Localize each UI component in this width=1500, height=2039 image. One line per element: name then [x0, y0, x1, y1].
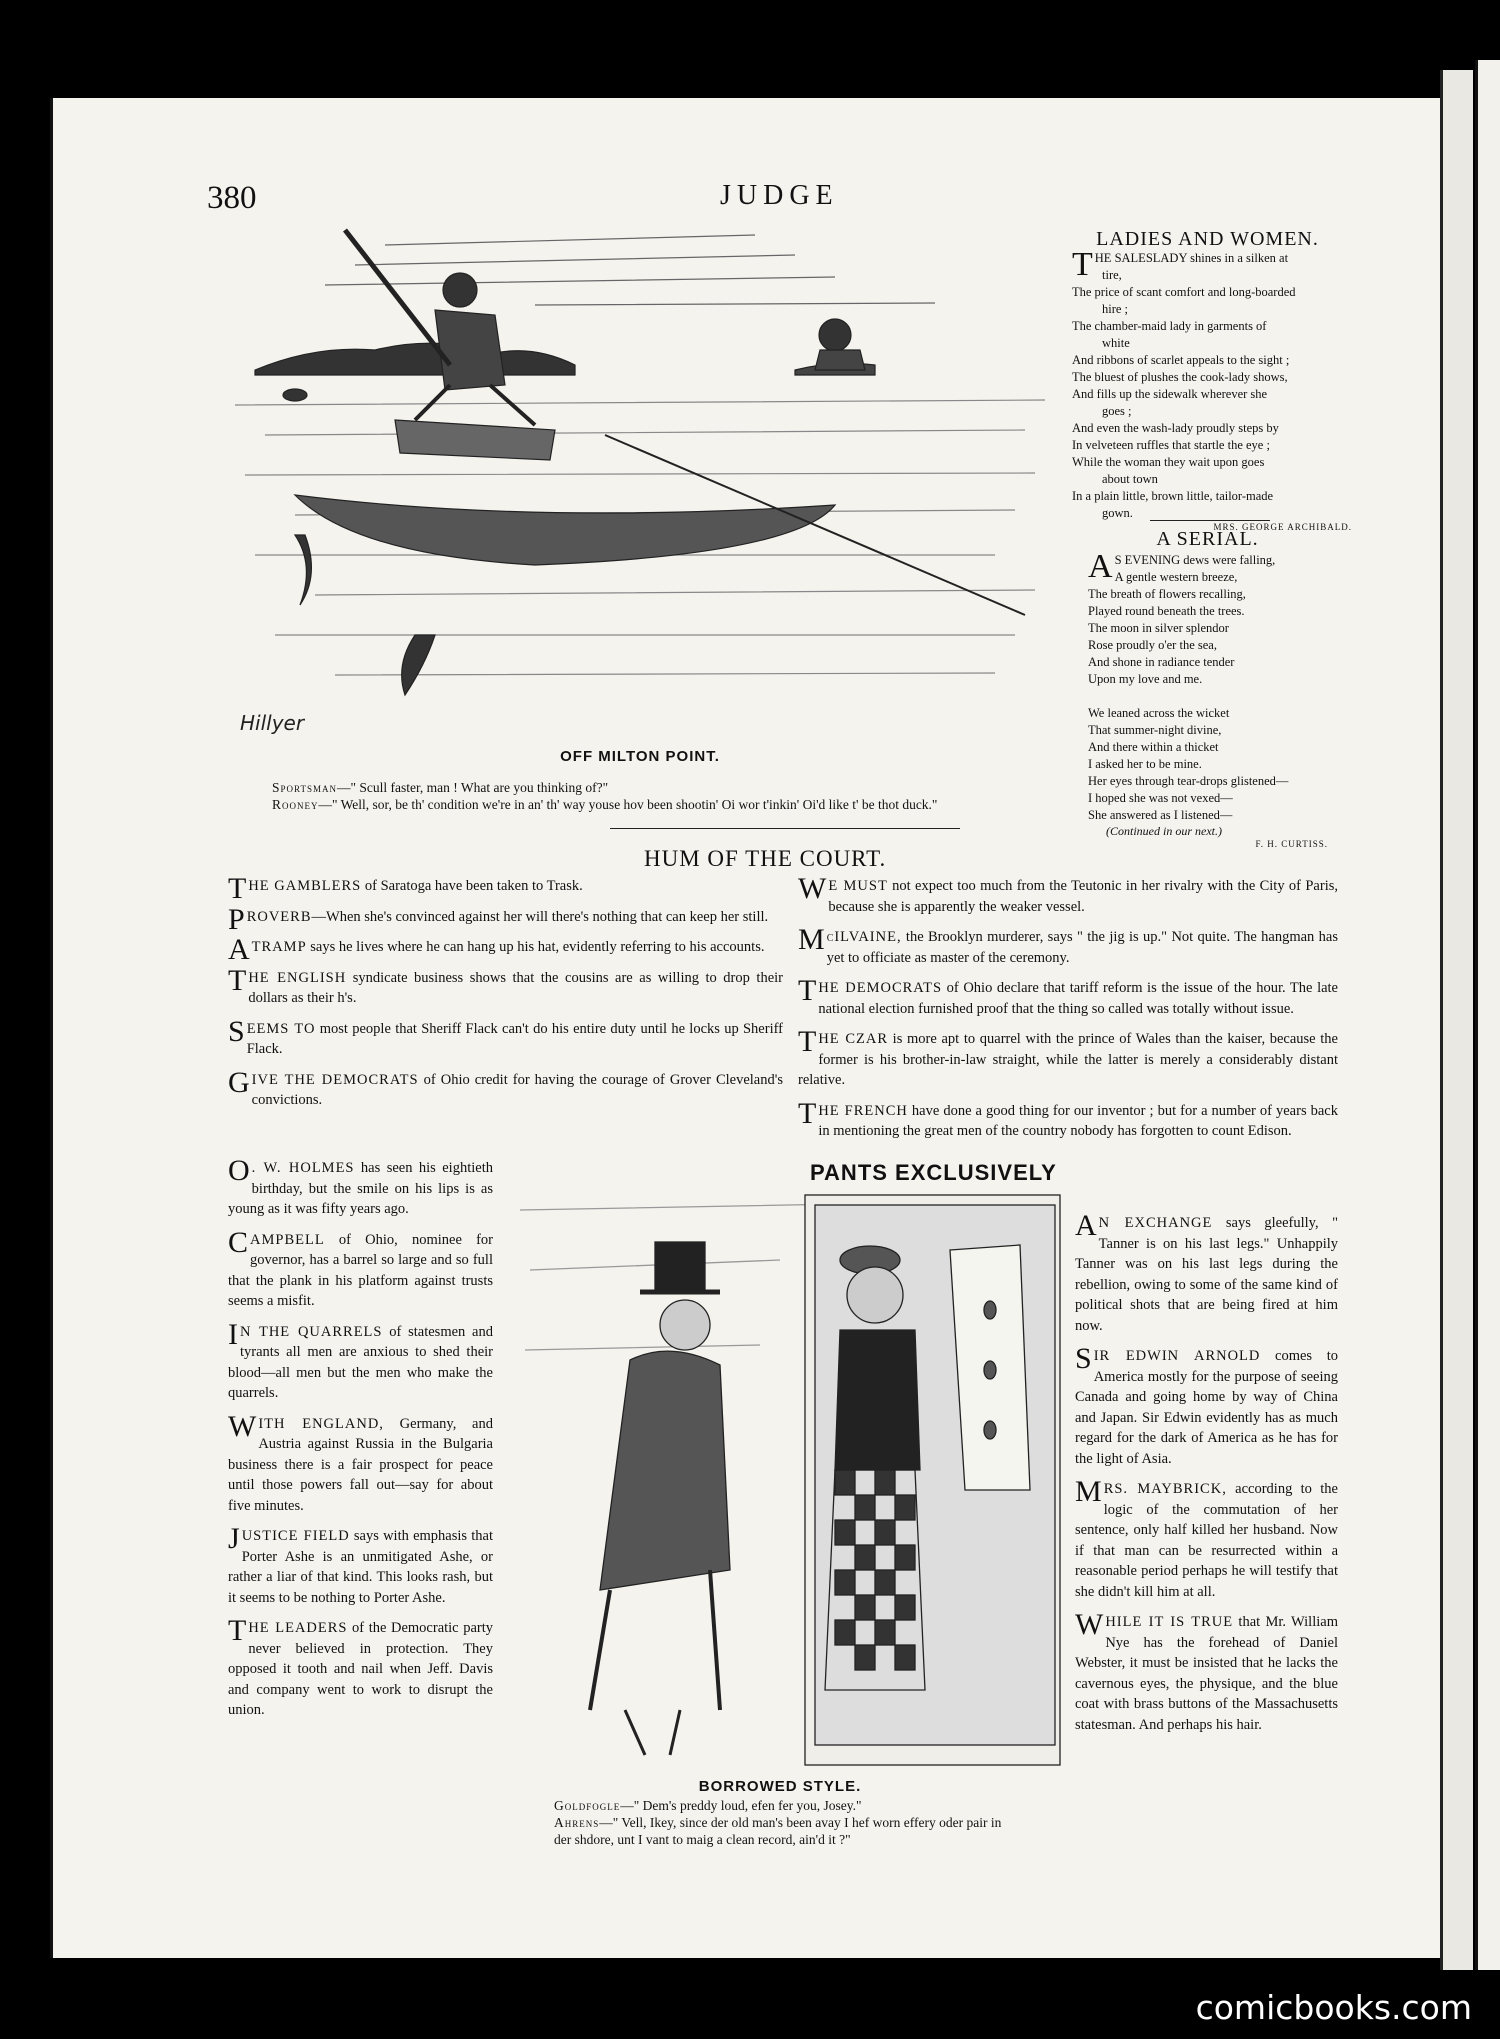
divider-rule: [610, 828, 960, 829]
poem-line: S EVENING dews were falling,: [1114, 553, 1276, 567]
poem-line: The price of scant comfort and long-boarded: [1072, 285, 1296, 299]
paragraph: [798, 974, 1338, 1019]
top-cartoon-illustration: [235, 225, 1050, 745]
paragraph-text: of the Democratic party never believed in protection. They opposed it tooth and nail when Jeff. Davis and company went to work to disrupt the union.: [228, 1620, 493, 1718]
paragraph-dropcap: T: [228, 872, 247, 905]
top-cartoon-title: OFF MILTON POINT.: [560, 748, 720, 765]
poem-line: We leaned across the wicket: [1088, 706, 1230, 720]
paragraph-dropcap: T: [798, 974, 817, 1007]
paragraph-keyword: ITH ENGLAND,: [258, 1415, 384, 1432]
poem-line: Her eyes through tear-drops glistened—: [1088, 774, 1289, 788]
poem-line: white: [1102, 336, 1130, 350]
page-edge-right: [1475, 60, 1500, 1970]
paragraph-text: of Ohio, nominee for governor, has a barrel so large and so full that the plank in his platform against trusts seems a misfit.: [228, 1231, 493, 1309]
paragraph: [228, 1409, 493, 1517]
paragraph-text: according to the logic of the commutation of her sentence, only half killed her husband. Now if that man can be resurrected within a reasonable period perhaps he will testify that she didn't kill him at all.: [1075, 1481, 1338, 1600]
paragraph-text: says with emphasis that Porter Ashe is an unmitigated Ashe, or rather a liar of that kind. This looks rash, but it seems to be nothing to Porter Ashe.: [228, 1528, 493, 1606]
paragraph-text: of Ohio credit for having the courage of Grover Cleveland's convictions.: [251, 1071, 783, 1108]
paragraph: [228, 963, 783, 1009]
paragraph-text: not expect too much from the Teutonic in her rivalry with the City of Paris, because she is apparently the weaker vessel.: [828, 878, 1338, 915]
paragraph-text: is more apt to quarrel with the prince of Wales than the kaiser, because the former is his brother-in-law straight, while the latter is merely a considerably distant relative.: [798, 1031, 1338, 1088]
poem-ladies-author: MRS. GEORGE ARCHIBALD.: [1213, 522, 1352, 532]
paragraph-keyword: USTICE FIELD: [241, 1528, 350, 1544]
paragraph-keyword: HE CZAR: [818, 1031, 888, 1047]
poem-line: I asked her to be mine.: [1088, 757, 1202, 771]
poem-title-ladies: LADIES AND WOMEN.: [1096, 228, 1319, 250]
poem-line: [1088, 688, 1328, 705]
poem-line: The moon in silver splendor: [1088, 621, 1229, 635]
page-number: 380: [207, 180, 257, 216]
top-cartoon-caption: [272, 779, 1040, 796]
poem-line: And shone in radiance tender: [1088, 655, 1235, 669]
paragraph: [228, 933, 783, 966]
poem-line: A gentle western breeze,: [1114, 570, 1238, 584]
paragraph-dropcap: A: [228, 933, 250, 966]
section-title: HUM OF THE COURT.: [644, 846, 887, 871]
paragraph-dropcap: J: [228, 1522, 240, 1555]
paragraph-dropcap: C: [228, 1225, 249, 1259]
poem-line: Rose proudly o'er the sea,: [1088, 638, 1217, 652]
poem-line: And ribbons of scarlet appeals to the sight ;: [1072, 353, 1290, 367]
paragraph-keyword: N EXCHANGE: [1098, 1215, 1213, 1231]
caption-line-2: —" Well, sor, be th' condition we're in an' th' way youse hov been shootin' Oi wor t'inkin' Oi'd like t' be thot duck.": [318, 797, 938, 812]
paragraph: [228, 1614, 493, 1721]
paragraph-keyword: RS. MAYBRICK,: [1103, 1481, 1227, 1497]
paragraph-keyword: E MUST: [828, 878, 888, 894]
paragraph-dropcap: T: [228, 963, 247, 997]
paragraph-keyword: ROVERB: [246, 908, 312, 925]
column-left-narrow: [228, 1154, 493, 1731]
paragraph-text: syndicate business shows that the cousins are as willing to drop their dollars as their h's.: [248, 969, 783, 1006]
paragraph-dropcap: M: [798, 923, 825, 956]
paragraph: [1075, 1342, 1338, 1469]
poem-line: tire,: [1102, 268, 1122, 282]
paragraph-keyword: HE ENGLISH: [248, 969, 347, 986]
paragraph-dropcap: S: [228, 1014, 245, 1048]
pants-exclusively-sign: PANTS EXCLUSIVELY: [810, 1160, 1057, 1185]
paragraph-dropcap: M: [1075, 1475, 1102, 1508]
poem-ladies-lines: [1072, 246, 1352, 522]
paragraph: [798, 1096, 1338, 1142]
column-right-narrow: [1075, 1209, 1338, 1745]
poem-line: gown.: [1102, 506, 1133, 520]
paragraph-text: says gleefully, " Tanner is on his last legs." Unhappily Tanner was on his last legs during the rebellion, owing to some of the same kind of political shots that are being fired at him now.: [1075, 1215, 1338, 1334]
bottom-caption-line-2: —" Vell, Ikey, since der old man's been avay I hef worn effery oder pair in der shdore, unt I vant to maig a clean record, ain'd it ?": [554, 1815, 1002, 1847]
paragraph: [798, 923, 1338, 968]
paragraph-dropcap: T: [228, 1614, 247, 1647]
paragraph-text: of Saratoga have been taken to Trask.: [361, 878, 583, 894]
poem-line: She answered as I listened—: [1088, 808, 1233, 822]
watermark: comicbooks.com: [1195, 1988, 1472, 2027]
poem-divider: [1150, 520, 1270, 521]
poem-serial: [1088, 548, 1328, 849]
paragraph: [1075, 1209, 1338, 1336]
paragraph-keyword: HE FRENCH: [818, 1102, 908, 1119]
paragraph-keyword: cILVAINE,: [826, 929, 902, 945]
paragraph-keyword: HE LEADERS: [248, 1620, 348, 1636]
poem-ladies-dropcap: T: [1072, 246, 1093, 283]
poem-line: Upon my love and me.: [1088, 672, 1203, 686]
paragraph: [1075, 1608, 1338, 1735]
poem-line: And there within a thicket: [1088, 740, 1219, 754]
poem-line: And fills up the sidewalk wherever she: [1072, 387, 1268, 401]
paragraph: [1075, 1475, 1338, 1602]
paragraph: [228, 1065, 783, 1111]
artist-signature: Hillyer: [240, 711, 305, 735]
poem-line: goes ;: [1102, 404, 1132, 418]
paragraph-text: have done a good thing for our inventor ; but for a number of years back in mentioning the great men of the country nobody has forgotten to count Edison.: [818, 1102, 1338, 1139]
poem-line: In velveteen ruffles that startle the eye ;: [1072, 438, 1270, 452]
paragraph-dropcap: A: [1075, 1209, 1097, 1242]
speaker-goldfogle: Goldfogle: [554, 1798, 621, 1813]
paragraph-dropcap: O: [228, 1154, 250, 1187]
poem-line: hire ;: [1102, 302, 1129, 316]
paragraph-keyword: N THE QUARRELS: [240, 1323, 383, 1340]
paragraph-text: of statesmen and tyrants all men are anxious to shed their blood—all men but the men who make the quarrels.: [228, 1323, 493, 1401]
paragraph-dropcap: P: [228, 902, 245, 936]
paragraph-keyword: TRAMP: [251, 939, 307, 955]
bottom-caption-line-1: —" Dem's preddy loud, efen fer you, Josey.": [620, 1798, 862, 1813]
poem-serial-continued: (Continued in our next.): [1106, 824, 1222, 838]
speaker-sportsman: Sportsman: [272, 780, 337, 795]
paragraph: [228, 1154, 493, 1220]
bottom-cartoon-caption-2: [554, 1814, 1014, 1848]
poem-ladies: [1072, 246, 1352, 532]
paragraph-text: comes to America mostly for the purpose of seeing Canada and going home by way of China and Japan. Sir Edwin evidently has as much regard for the dark of America as he has for the light of Asia.: [1075, 1348, 1338, 1467]
magazine-title: JUDGE: [720, 180, 839, 211]
paragraph-dropcap: T: [798, 1025, 817, 1058]
paragraph: [228, 872, 783, 905]
paragraph-keyword: IVE THE DEMOCRATS: [251, 1071, 419, 1088]
poem-title-serial: A SERIAL.: [1156, 528, 1259, 550]
paragraph-text: —When she's convinced against her will there's nothing that can keep her still.: [311, 908, 769, 925]
poem-line: Played round beneath the trees.: [1088, 604, 1245, 618]
poem-serial-author: F. H. CURTISS.: [1255, 839, 1328, 849]
poem-line: The breath of flowers recalling,: [1088, 587, 1246, 601]
paragraph-text: Germany, and Austria against Russia in the Bulgaria business there is a fair prospect for peace until those powers fall out—say for about five minutes.: [228, 1415, 493, 1514]
top-cartoon-caption-2: [272, 796, 1040, 813]
paragraph-keyword: EEMS TO: [246, 1020, 316, 1037]
column-right-top: [798, 872, 1338, 1152]
poem-line: about town: [1102, 472, 1158, 486]
paragraph-dropcap: W: [228, 1409, 257, 1443]
paragraph-keyword: . W. HOLMES: [251, 1160, 355, 1176]
paragraph: [228, 902, 783, 936]
page-edge: [1440, 70, 1473, 1970]
paragraph-dropcap: S: [1075, 1342, 1092, 1375]
paragraph: [798, 1025, 1338, 1091]
poem-line: The bluest of plushes the cook-lady shows,: [1072, 370, 1288, 384]
paragraph-keyword: AMPBELL: [250, 1231, 325, 1248]
paragraph-keyword: HE GAMBLERS: [248, 878, 362, 894]
poem-line: The chamber-maid lady in garments of: [1072, 319, 1267, 333]
poem-line: I hoped she was not vexed—: [1088, 791, 1233, 805]
paragraph: [798, 872, 1338, 917]
paragraph-keyword: HILE IT IS TRUE: [1105, 1614, 1234, 1630]
bottom-cartoon-caption: [554, 1797, 1014, 1814]
paragraph-keyword: IR EDWIN ARNOLD: [1093, 1348, 1261, 1364]
poem-serial-dropcap: A: [1088, 548, 1113, 585]
paragraph-dropcap: W: [798, 872, 827, 905]
paragraph-text: that Mr. William Nye has the forehead of Daniel Webster, it must be insisted that he lacks the cavernous eyes, the physique, and the blue coat with brass buttons of the Massachusetts statesman. And perhaps his hair.: [1075, 1614, 1338, 1733]
poem-line: HE SALESLADY shines in a silken at: [1094, 251, 1289, 265]
poem-line: And even the wash-lady proudly steps by: [1072, 421, 1279, 435]
paragraph-dropcap: I: [228, 1317, 238, 1351]
paragraph-dropcap: T: [798, 1096, 817, 1130]
speaker-ahrens: Ahrens: [554, 1815, 600, 1830]
paragraph-text: the Brooklyn murderer, says " the jig is up." Not quite. The hangman has yet to officiate as master of the ceremony.: [826, 929, 1338, 966]
bottom-cartoon-title: BORROWED STYLE.: [698, 1778, 862, 1795]
poem-line: In a plain little, brown little, tailor-made: [1072, 489, 1274, 503]
paragraph: [228, 1317, 493, 1404]
paragraph-dropcap: G: [228, 1065, 250, 1099]
paragraph: [228, 1014, 783, 1060]
paragraph-keyword: HE DEMOCRATS: [818, 980, 943, 996]
paragraph-text: of Ohio declare that tariff reform is the issue of the hour. The late national election furnished proof that the thing so called was totally without issue.: [818, 980, 1338, 1017]
poem-line: While the woman they wait upon goes: [1072, 455, 1265, 469]
paragraph-text: says he lives where he can hang up his hat, evidently referring to his accounts.: [306, 939, 765, 955]
poem-serial-lines: [1088, 548, 1328, 824]
caption-line-1: —" Scull faster, man ! What are you thinking of?": [336, 780, 609, 795]
poem-line: That summer-night divine,: [1088, 723, 1222, 737]
paragraph: [228, 1522, 493, 1608]
paragraph: [228, 1225, 493, 1312]
speaker-rooney: Rooney: [272, 797, 319, 812]
paragraph-text: has seen his eightieth birthday, but the smile on his lips is as young as it was fifty years ago.: [228, 1160, 493, 1217]
paragraph-dropcap: W: [1075, 1608, 1104, 1641]
page-left-border: [50, 98, 53, 1958]
paragraph-text: most people that Sheriff Flack can't do his entire duty until he locks up Sheriff Flack.: [246, 1020, 783, 1057]
column-left-top: [228, 872, 783, 1121]
bottom-cartoon-illustration: [520, 1150, 1065, 1775]
